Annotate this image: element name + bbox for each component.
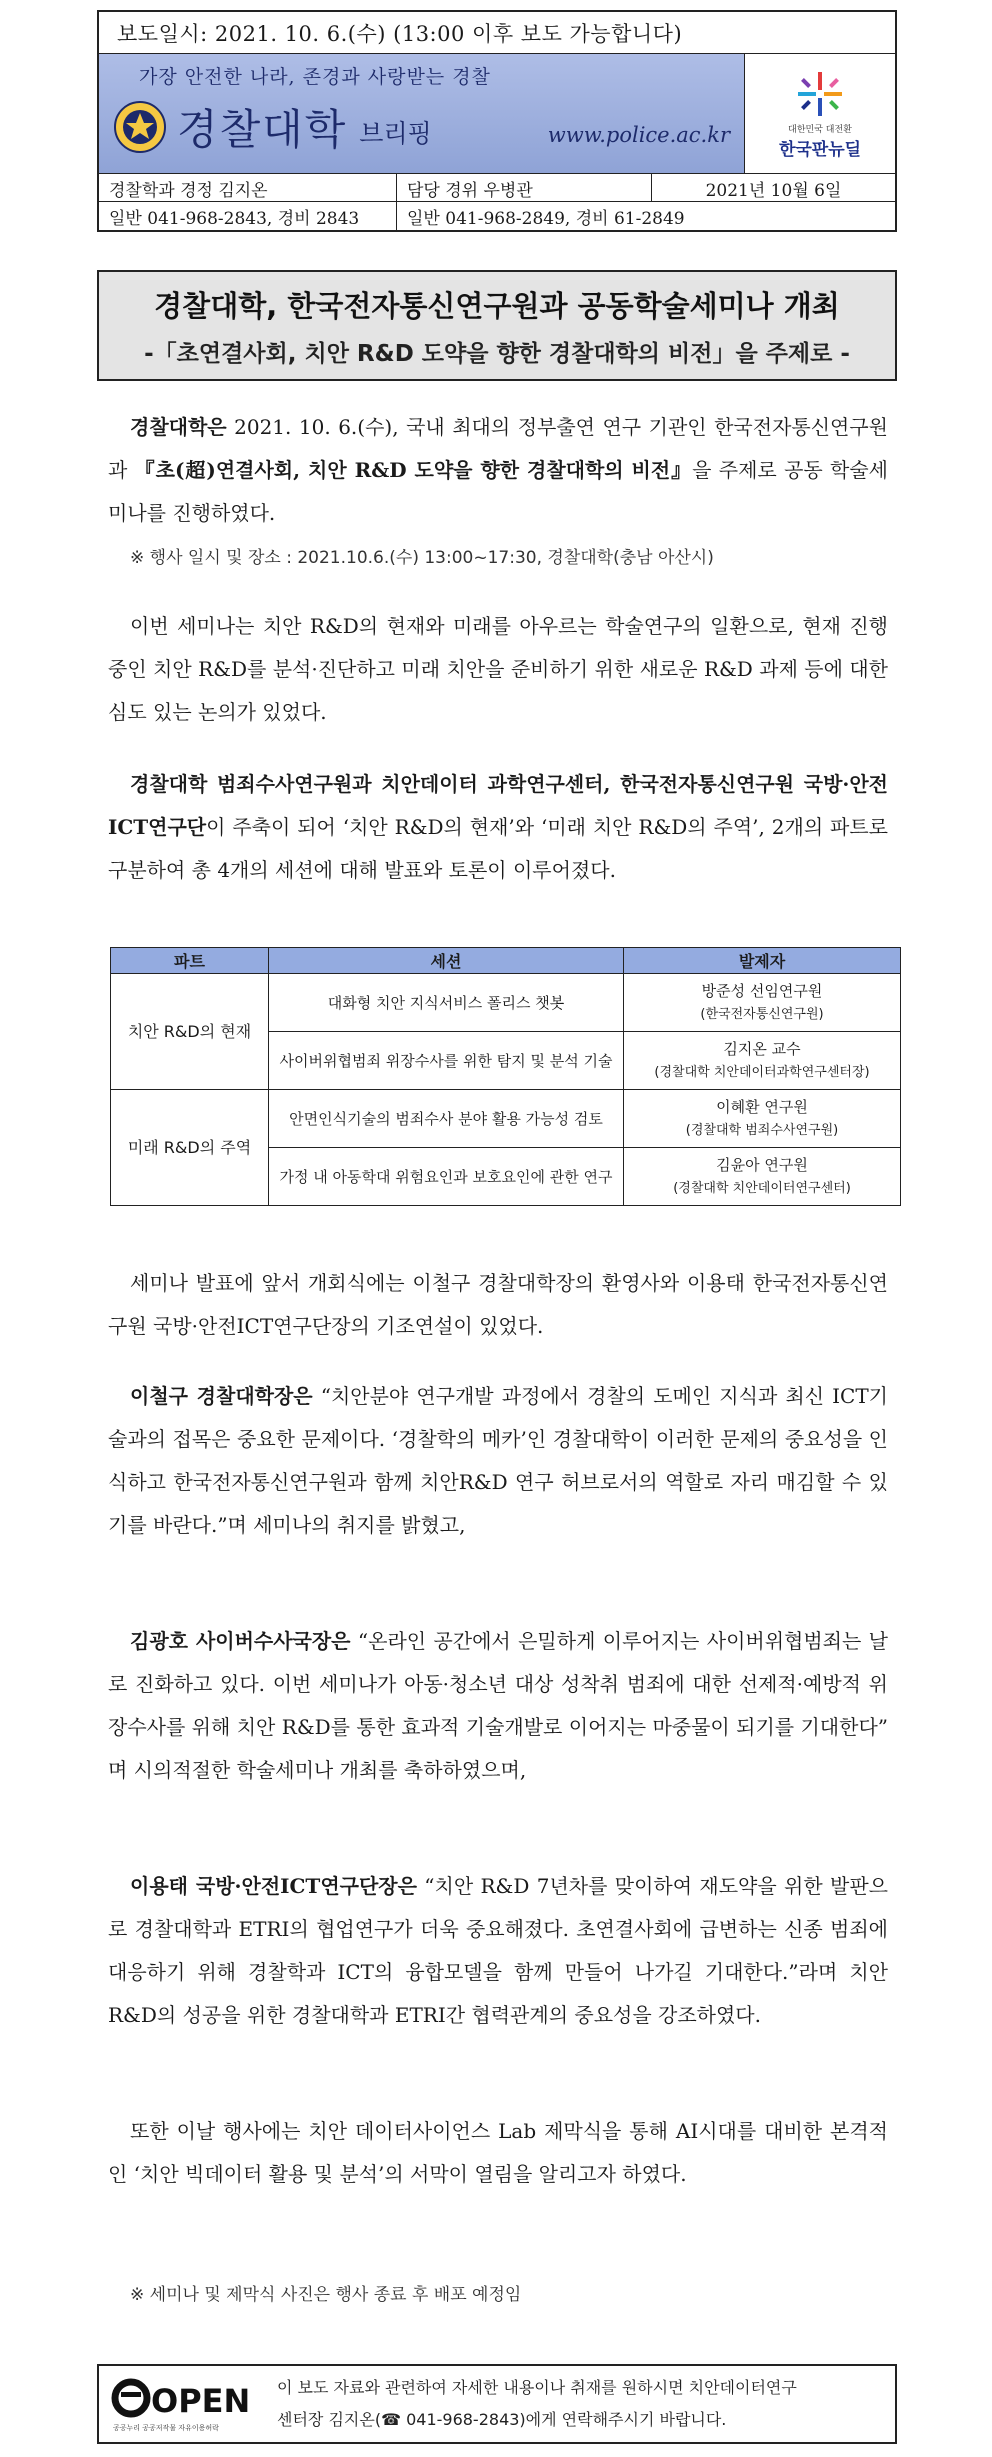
paragraph-3 xyxy=(108,763,888,892)
presenter-name: 방준성 선임연구원 xyxy=(701,981,823,1000)
session-cell: 대화형 치안 지식서비스 폴리스 챗봇 xyxy=(269,974,624,1032)
release-date: 보도일시: 2021. 10. 6.(수) (13:00 이후 보도 가능합니다) xyxy=(99,12,895,54)
brand-name: 경찰대학 xyxy=(177,105,348,154)
p1-text-a: 2021. 10. 6.(수), 국내 최대의 정부출연 연구 기관인 한국전자통신연구원과 xyxy=(108,415,888,482)
presenter-affil: (한국전자통신연구원) xyxy=(700,1006,824,1022)
paragraph-1 xyxy=(108,406,888,535)
contact-person: 경찰학과 경정 김지온 xyxy=(99,174,397,202)
presenter-cell xyxy=(624,1148,901,1206)
footer-contact-text xyxy=(277,2372,797,2436)
p1-bold: 경찰대학은 xyxy=(130,415,227,439)
session-cell: 사이버위협범죄 위장수사를 위한 탐지 및 분석 기술 xyxy=(269,1032,624,1090)
contact-info xyxy=(99,174,895,230)
p7-text: “치안 R&D 7년차를 맞이하여 재도약을 위한 발판으로 경찰대학과 ETRI의 협업연구가 더욱 중요해졌다. 초연결사회에 급변하는 신종 범죄에 대응하기 위해 경찰학과 ICT의 융합모델을 함께 만들어 나가길 기대한다.”라며 치안 R&D의 성공을 위한 경찰대학과 ETRI간 협력관계의 중요성을 강조하였다. xyxy=(108,1874,889,2027)
subheadline: -「초연결사회, 치안 R&D 도약을 향한 경찰대학의 비전」을 주제로 - xyxy=(144,341,850,367)
open-small-text: 공공누리 공공저작물 자유이용허락 xyxy=(113,2424,219,2432)
table-header-row xyxy=(111,948,901,974)
session-cell: 안면인식기술의 범죄수사 분야 활용 가능성 검토 xyxy=(269,1090,624,1148)
paragraph-6 xyxy=(108,1620,888,1792)
banner-left xyxy=(99,54,745,173)
headline-box xyxy=(97,270,897,381)
open-license-logo-icon xyxy=(109,2372,259,2436)
new-deal-big-text: 한국판뉴딜 xyxy=(778,139,862,160)
presenter-cell xyxy=(624,1090,901,1148)
contact-date: 2021년 10월 6일 xyxy=(652,174,895,202)
presenter-name: 김윤아 연구원 xyxy=(716,1155,808,1174)
p6-bold: 김광호 사이버수사국장은 xyxy=(130,1629,351,1653)
contact-phone-1: 일반 041-968-2843, 경비 2843 xyxy=(99,202,397,230)
headline: 경찰대학, 한국전자통신연구원과 공동학술세미나 개최 xyxy=(154,289,840,323)
p3-bold: 경찰대학 범죄수사연구원과 치안데이터 과학연구센터, 한국전자통신연구원 국방·안전ICT연구단 xyxy=(108,772,888,839)
presenter-name: 이혜환 연구원 xyxy=(716,1097,808,1116)
presenter-cell xyxy=(624,1032,901,1090)
part-current: 치안 R&D의 현재 xyxy=(111,974,269,1090)
brand-sub: 브리핑 xyxy=(359,119,432,148)
presenter-affil: (경찰대학 치안데이터연구센터) xyxy=(673,1180,851,1196)
paragraph-4: 세미나 발표에 앞서 개회식에는 이철구 경찰대학장의 환영사와 이용태 한국전자통신연구원 국방·안전ICT연구단장의 기조연설이 있었다. xyxy=(108,1271,888,1338)
korean-new-deal-logo xyxy=(745,54,895,173)
open-license-footer xyxy=(97,2364,897,2444)
new-deal-small-text: 대한민국 대전환 xyxy=(788,124,852,135)
event-note: ※ 행사 일시 및 장소 : 2021.10.6.(수) 13:00~17:30, 경찰대학(충남 아산시) xyxy=(130,548,714,568)
session-table xyxy=(110,947,901,1206)
brand-row xyxy=(113,97,730,157)
session-cell: 가정 내 아동학대 위험요인과 보호요인에 관한 연구 xyxy=(269,1148,624,1206)
open-word: OPEN xyxy=(151,2382,251,2420)
paragraph-8: 또한 이날 행사에는 치안 데이터사이언스 Lab 제막식을 통해 AI시대를 대비한 본격적인 ‘치안 빅데이터 활용 및 분석’의 서막이 열림을 알리고자 하였다. xyxy=(108,2119,888,2186)
part-future: 미래 R&D의 주역 xyxy=(111,1090,269,1206)
paragraph-2: 이번 세미나는 치안 R&D의 현재와 미래를 아우르는 학술연구의 일환으로, 현재 진행 중인 치안 R&D를 분석·진단하고 미래 치안을 준비하기 위한 새로운 R&D 과제 등에 대한 심도 있는 논의가 있었다. xyxy=(108,614,888,724)
presenter-affil: (경찰대학 치안데이터과학연구센터장) xyxy=(654,1064,870,1080)
table-header-session: 세션 xyxy=(269,948,624,974)
police-emblem-icon xyxy=(113,100,167,154)
presenter-name: 김지온 교수 xyxy=(723,1039,801,1058)
footer-line-1: 이 보도 자료와 관련하여 자세한 내용이나 취재를 원하시면 치안데이터연구 xyxy=(277,2378,797,2397)
table-header-presenter: 발제자 xyxy=(624,948,901,974)
p3-text: 이 주축이 되어 ‘치안 R&D의 현재’와 ‘미래 치안 R&D의 주역’, 2개의 파트로 구분하여 총 4개의 세션에 대해 발표와 토론이 이루어졌다. xyxy=(108,815,888,882)
table-header-part: 파트 xyxy=(111,948,269,974)
contact-phone-2: 일반 041-968-2849, 경비 61-2849 xyxy=(407,209,685,229)
photo-note: ※ 세미나 및 제막식 사진은 행사 종료 후 배포 예정임 xyxy=(130,2285,522,2305)
p1-text-b: 을 주제로 공동 학술세미나를 진행하였다. xyxy=(108,458,888,525)
table-row xyxy=(111,974,901,1032)
new-deal-logo-icon xyxy=(794,68,846,120)
footer-line-2: 센터장 김지온(☎ 041-968-2843)에게 연락해주시기 바랍니다. xyxy=(277,2410,727,2429)
website-url[interactable]: www.police.ac.kr xyxy=(547,123,730,147)
presenter-cell xyxy=(624,974,901,1032)
paragraph-5 xyxy=(108,1375,888,1547)
p5-text: “치안분야 연구개발 과정에서 경찰의 도메인 지식과 최신 ICT기술과의 접목은 중요한 문제이다. ‘경찰학의 메카’인 경찰대학이 이러한 문제의 중요성을 인식하고 한국전자통신연구원과 함께 치안R&D 연구 허브로서의 역할로 자리 매김할 수 있기를 바란다.”며 세미나의 취지를 밝혔고, xyxy=(108,1384,888,1537)
press-header xyxy=(97,10,897,232)
p5-bold: 이철구 경찰대학장은 xyxy=(130,1384,313,1408)
p6-text: “온라인 공간에서 은밀하게 이루어지는 사이버위협범죄는 날로 진화하고 있다. 이번 세미나가 아동·청소년 대상 성착취 범죄에 대한 선제적·예방적 위장수사를 위해 치안 R&D를 통한 효과적 기술개발로 이어지는 마중물이 되기를 기대한다” 며 시의적절한 학술세미나 개최를 축하하였으며, xyxy=(108,1629,889,1782)
table-row xyxy=(111,1090,901,1148)
banner xyxy=(99,54,895,174)
paragraph-7 xyxy=(108,1865,888,2037)
p7-bold: 이용태 국방·안전ICT연구단장은 xyxy=(130,1874,417,1898)
contact-officer: 담당 경위 우병관 xyxy=(397,174,652,202)
p1-bold-2: 『초(超)연결사회, 치안 R&D 도약을 향한 경찰대학의 비전』 xyxy=(134,458,693,482)
slogan: 가장 안전한 나라, 존경과 사랑받는 경찰 xyxy=(139,66,491,88)
presenter-affil: (경찰대학 범죄수사연구원) xyxy=(685,1122,839,1138)
